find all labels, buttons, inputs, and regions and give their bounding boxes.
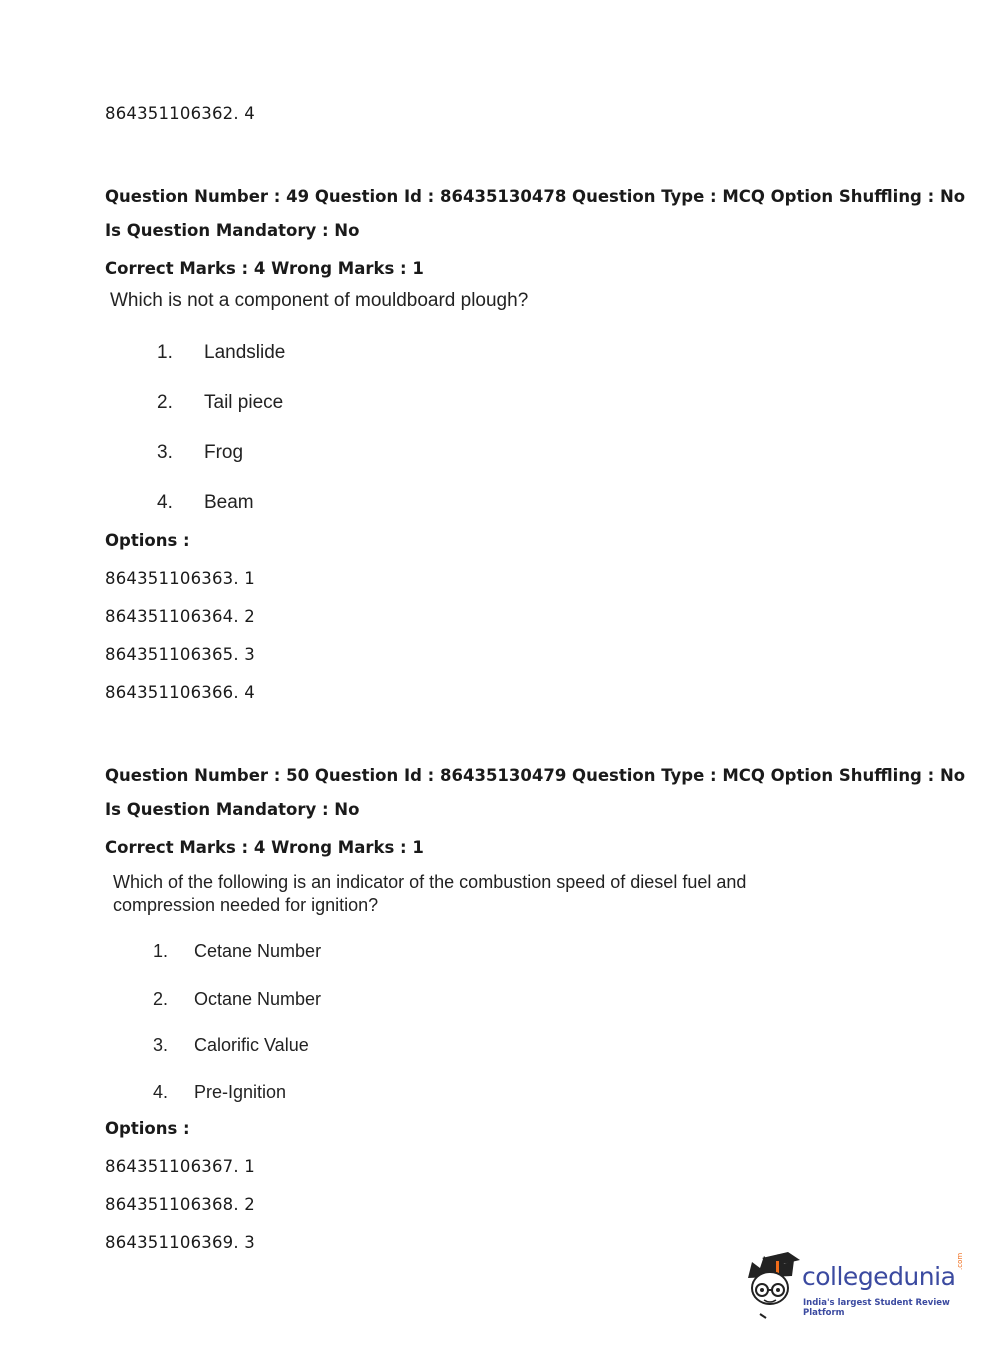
option-line: 864351106368. 2 — [105, 1195, 255, 1214]
question-text: Which of the following is an indicator of the combustion speed of diesel fuel and — [113, 872, 747, 892]
option-line: 864351106363. 1 — [105, 569, 255, 588]
question-meta: Question Number : 49 Question Id : 86435130478 Question Type : MCQ Option Shuffling : No — [105, 187, 966, 206]
mandatory-line: Is Question Mandatory : No — [105, 800, 360, 819]
choice-text: Octane Number — [194, 989, 322, 1009]
question-text: Which is not a component of mouldboard plough? — [110, 290, 529, 311]
choice-number: 4. — [153, 1082, 169, 1102]
mascot-icon — [742, 1248, 802, 1320]
option-line: 864351106369. 3 — [105, 1233, 255, 1252]
question-text: compression needed for ignition? — [113, 895, 379, 915]
logo-wordmark: collegedunia — [802, 1262, 956, 1291]
choice-text: Pre-Ignition — [194, 1082, 287, 1102]
choice-text: Frog — [204, 442, 244, 463]
option-line: 864351106364. 2 — [105, 607, 255, 626]
choice-number: 2. — [153, 989, 169, 1009]
marks-line: Correct Marks : 4 Wrong Marks : 1 — [105, 838, 424, 857]
option-line: 864351106362. 4 — [105, 104, 255, 123]
choice-text: Beam — [204, 492, 254, 513]
mandatory-line: Is Question Mandatory : No — [105, 221, 360, 240]
options-label: Options : — [105, 1119, 190, 1138]
option-line: 864351106365. 3 — [105, 645, 255, 664]
choice-number: 2. — [157, 392, 173, 413]
logo-tagline: India's largest Student Review Platform — [803, 1298, 950, 1318]
choice-number: 3. — [153, 1035, 169, 1055]
choice-text: Calorific Value — [194, 1035, 309, 1055]
choice-text: Cetane Number — [194, 941, 322, 961]
choice-text: Landslide — [204, 342, 286, 363]
logo-suffix: .com — [956, 1252, 964, 1270]
choice-number: 1. — [157, 342, 173, 363]
option-line: 864351106367. 1 — [105, 1157, 255, 1176]
choice-number: 1. — [153, 941, 169, 961]
marks-line: Correct Marks : 4 Wrong Marks : 1 — [105, 259, 424, 278]
collegedunia-logo — [742, 1248, 972, 1320]
option-line: 864351106366. 4 — [105, 683, 255, 702]
choice-number: 3. — [157, 442, 173, 463]
options-label: Options : — [105, 531, 190, 550]
question-meta: Question Number : 50 Question Id : 86435130479 Question Type : MCQ Option Shuffling : No — [105, 766, 966, 785]
choice-number: 4. — [157, 492, 173, 513]
choice-text: Tail piece — [204, 392, 284, 413]
